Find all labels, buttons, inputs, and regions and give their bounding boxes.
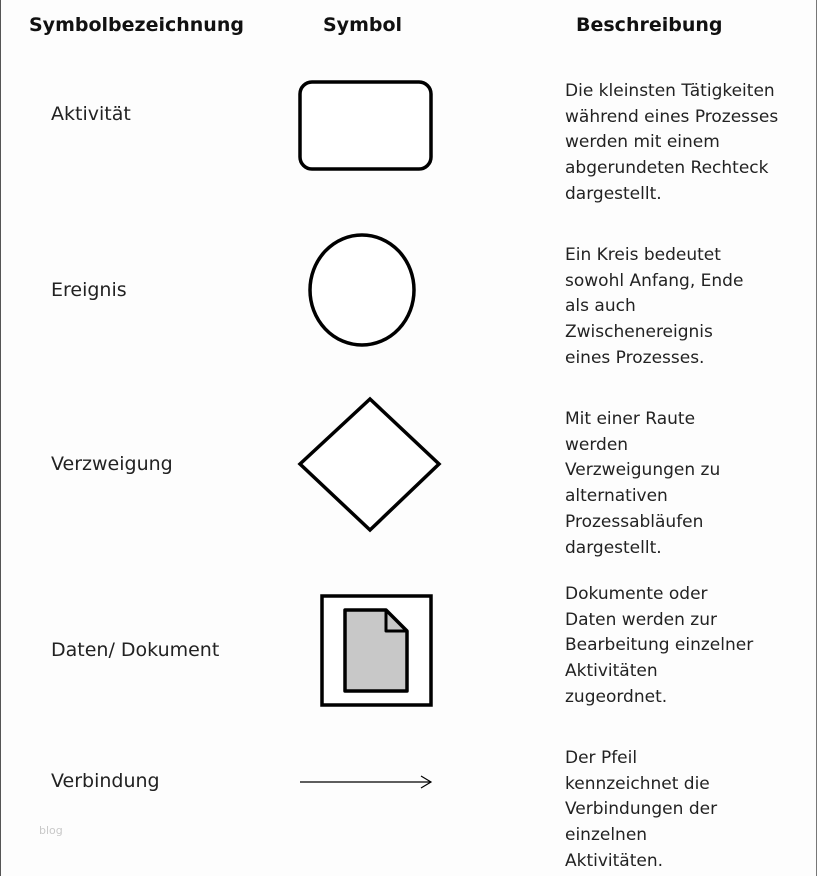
rounded-rectangle-icon [300,82,431,169]
row-description-verbindung: Der Pfeil kennzeichnet die Verbindungen der einzelnen Aktivitäten. [565,748,718,871]
header-symbol: Symbol [323,14,403,36]
row-name-verzweigung: Verzweigung [51,453,173,475]
watermark: blog [39,824,63,837]
document-icon [322,596,431,705]
row-description-verzweigung: Mit einer Raute werden Verzweigungen zu alternativen Prozessabläufen dargestellt. [565,409,721,558]
row-name-ereignis: Ereignis [51,279,127,301]
row-description-daten-dokument: Dokumente oder Daten werden zur Bearbeitung einzelner Aktivitäten zugeordnet. [565,584,754,707]
row-description-aktivitaet: Die kleinsten Tätigkeiten während eines Prozesses werden mit einem abgerundeten Rechteck dargestellt. [565,81,779,204]
header-description: Beschreibung [576,14,723,36]
row-description-ereignis: Ein Kreis bedeutet sowohl Anfang, Ende als auch Zwischenereignis eines Prozesses. [565,245,744,368]
circle-icon [310,235,414,345]
row-name-daten-dokument: Daten/ Dokument [51,639,220,661]
arrow-right-icon [300,776,431,788]
diamond-icon [300,399,439,530]
symbol-column [1,0,817,876]
row-name-aktivitaet: Aktivität [51,103,131,125]
row-name-verbindung: Verbindung [51,770,160,792]
header-symbol-name: Symbolbezeichnung [29,14,244,36]
